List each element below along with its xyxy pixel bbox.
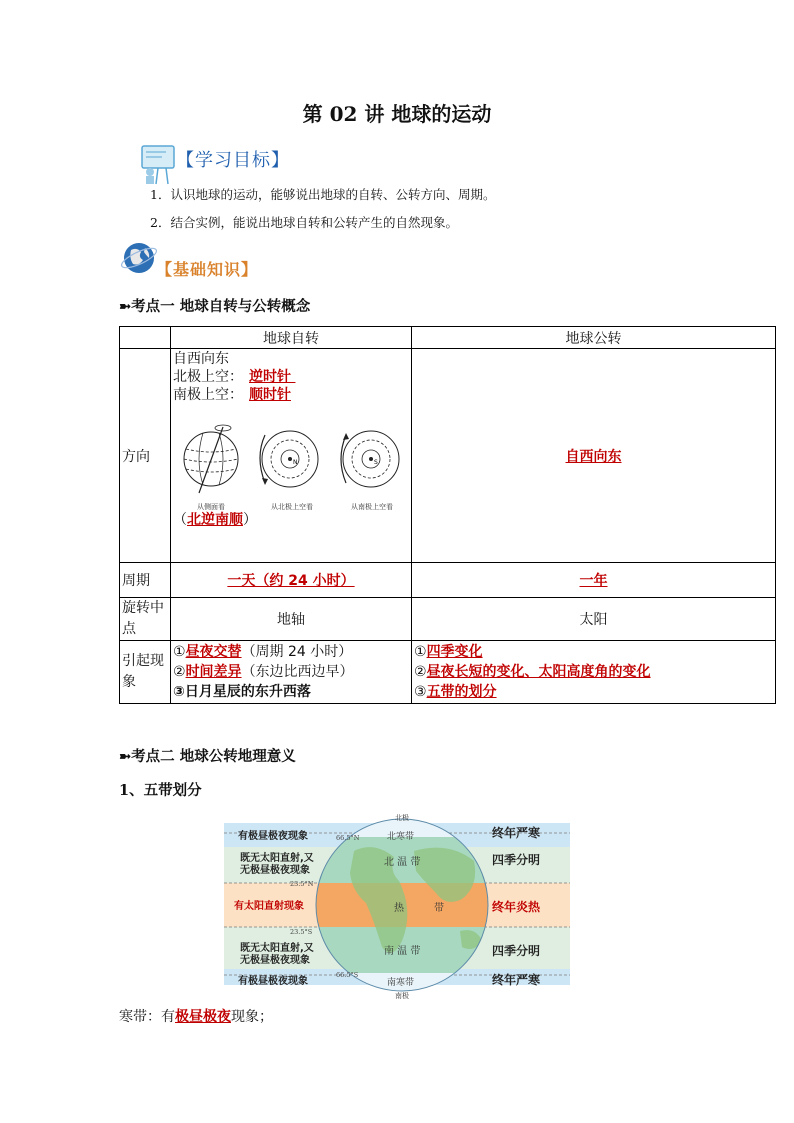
keypoint-2-title: ➼考点二 地球公转地理意义 [119,748,296,765]
right-label: 终年炎热 [492,900,541,914]
table-row-period [120,563,776,598]
header-empty-cell [120,327,171,349]
south-view-globe-icon [341,431,399,487]
revolution-phenomenon-1 [414,642,773,662]
north-view-caption: 从北极上空看 [271,503,313,511]
revolution-center-cell: 太阳 [412,598,776,641]
rotation-phenomenon-1 [173,642,409,662]
right-label: 四季分明 [492,944,541,958]
north-pole-answer: 逆时针 [249,369,291,385]
revolution-phenomena-cell [412,641,776,704]
table-row-center [120,598,776,641]
south-pole-label: 南极 [395,992,409,1000]
header-rotation: 地球自转 [171,327,412,349]
center-row-label: 旋转中点 [122,600,164,637]
north-pole-label: 北极 [395,814,409,822]
rotation-period-answer: 一天（约 24 小时） [227,573,355,589]
rotation-phenomenon-2 [173,662,409,682]
right-label: 四季分明 [492,853,541,867]
south-pole-line [173,385,409,406]
five-zones-figure [224,811,570,1001]
num: ② [173,664,186,680]
right-label: 终年严寒 [492,826,541,840]
zone-south-temperate: 南 温 带 [384,946,421,957]
rotation-phenomenon-1-note: （周期 24 小时） [241,644,353,660]
north-pole-prefix: 北极上空： [173,369,243,385]
header-revolution: 地球公转 [412,327,776,349]
objective-item: 1．认识地球的运动，能够说出地球的自转、公转方向、周期。 [150,187,496,202]
table-row-phenomena [120,641,776,704]
rotation-phenomenon-1-answer: 昼夜交替 [185,644,242,660]
rotation-phenomena-cell [171,641,412,704]
revolution-period-answer: 一年 [579,573,608,589]
left-label: 有太阳直射现象 [234,901,304,912]
south-pole-answer: 顺时针 [249,387,291,403]
note-open-paren: （ [173,512,187,528]
num: ② [414,664,427,680]
zone-south-frigid: 南寒带 [387,978,415,988]
revolution-period-cell [412,563,776,598]
num: ① [414,644,427,660]
south-view-caption: 从南极上空看 [351,503,393,511]
side-view-caption: 从侧面看 [197,503,225,511]
row-label: 方向 [120,349,171,563]
left-label: 既无太阳直射,又 [240,943,314,954]
objectives-heading: 【学习目标】 [176,150,290,171]
rotation-revolution-table [119,326,776,704]
table-row-direction [120,349,776,563]
revolution-phenomenon-3-answer: 五带的划分 [426,684,497,700]
left-label: 有极昼极夜现象 [238,831,308,842]
right-label: 终年严寒 [492,973,541,987]
note-close-paren: ） [243,512,257,528]
lat-66-north: 66.5°N [336,834,360,842]
left-label: 有极昼极夜现象 [238,976,308,987]
rotation-phenomenon-2-answer: 时间差异 [185,664,242,680]
cold-zone-prefix: 寒带：有 [119,1009,175,1025]
rotation-phenomenon-2-note: （东边比西边早） [241,664,354,680]
south-label: S [374,459,378,466]
basics-heading: 【基础知识】 [156,260,259,279]
left-label: 无极昼极夜现象 [240,865,310,876]
cold-zone-line [119,1006,273,1026]
north-label: N [293,459,298,466]
revolution-phenomenon-2 [414,662,773,682]
row-label [120,598,171,641]
revolution-phenomenon-2-answer: 昼夜长短的变化、太阳高度角的变化 [426,664,651,680]
teacher-board-icon [136,142,180,186]
zone-north-temperate: 北 温 带 [384,857,421,868]
rotation-note [173,510,409,531]
table-header-row [120,327,776,349]
num: ① [173,644,186,660]
rotation-diagram [173,417,405,513]
cold-zone-suffix: 现象； [231,1009,273,1025]
zone-tropic-2: 带 [434,903,444,914]
revolution-phenomenon-3 [414,682,773,702]
rotation-period-cell [171,563,412,598]
row-label [120,641,171,704]
lat-23-north: 23.5°N [290,880,314,888]
lat-23-south: 23.5°S [290,928,313,936]
objective-item: 2．结合实例，能说出地球自转和公转产生的自然现象。 [150,215,458,230]
page-title: 第 02 讲 地球的运动 [302,102,492,126]
side-view-globe-icon [184,425,238,493]
rotation-direction-text: 自西向东 [173,351,229,367]
revolution-direction-cell [412,349,776,563]
rotation-note-answer: 北逆南顺 [187,512,243,528]
globe-icon [119,238,159,278]
rotation-phenomenon-3: ③日月星辰的东升西落 [173,684,311,700]
revolution-direction-answer: 自西向东 [565,448,622,465]
keypoint-1-title: ➼考点一 地球自转与公转概念 [119,298,311,315]
phenomena-row-label: 引起现象 [122,653,164,690]
lat-66-south: 66.5°S [336,971,359,979]
revolution-phenomenon-1-answer: 四季变化 [426,644,483,660]
rotation-direction-cell [171,349,412,563]
left-label: 既无太阳直射,又 [240,853,314,864]
north-view-globe-icon [260,431,318,487]
south-pole-prefix: 南极上空： [173,387,243,403]
five-zones-subtitle: 1、五带划分 [119,782,202,799]
left-label: 无极昼极夜现象 [240,955,310,966]
num: ③ [414,684,427,700]
rotation-center-cell: 地轴 [171,598,412,641]
cold-zone-answer: 极昼极夜 [175,1009,231,1025]
zone-north-frigid: 北寒带 [387,832,415,842]
row-label: 周期 [120,563,171,598]
zone-tropic-1: 热 [394,903,404,914]
